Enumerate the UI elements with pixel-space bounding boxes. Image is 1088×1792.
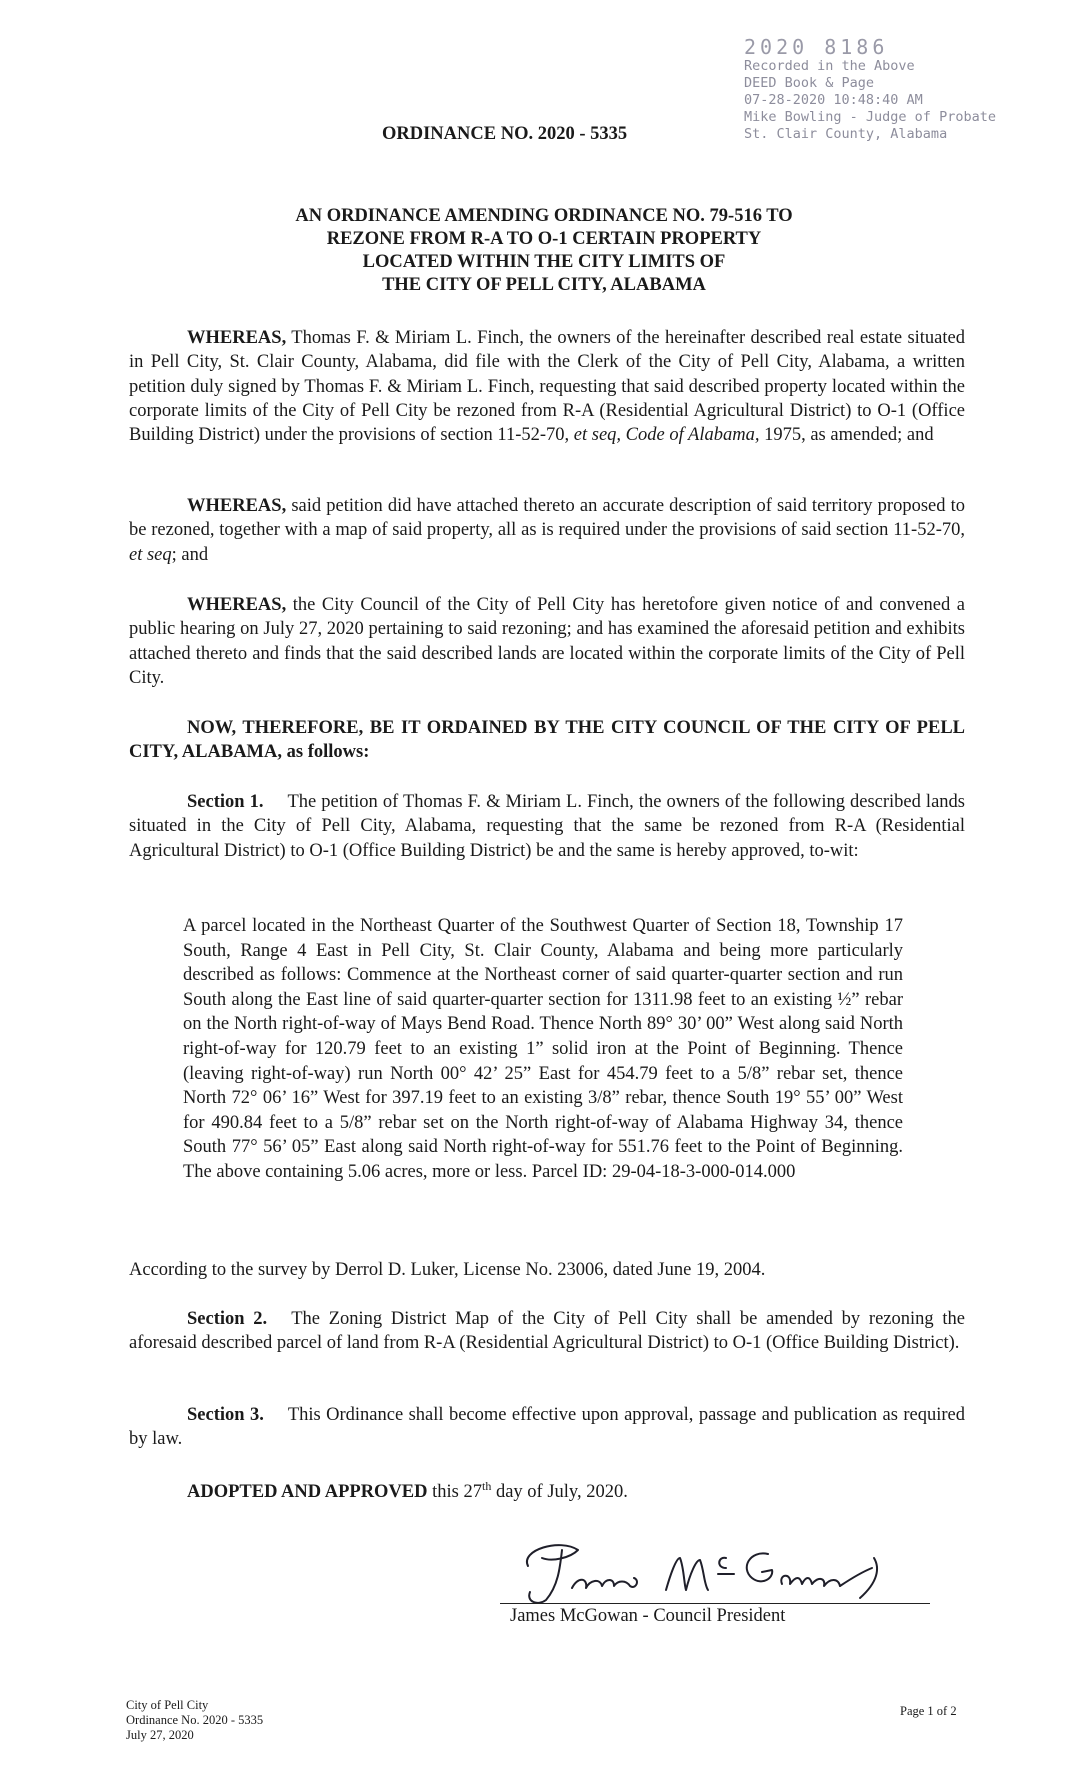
signatory-name: James McGowan - Council President — [510, 1606, 786, 1626]
heading-line: AN ORDINANCE AMENDING ORDINANCE NO. 79-516 TO — [295, 206, 793, 226]
section-text: This Ordinance shall become effective upon approval, passage and publication as required by law. — [129, 1405, 965, 1450]
whereas-label: WHEREAS, — [187, 328, 287, 348]
section-label: Section 3. — [187, 1405, 264, 1425]
stamp-line: Recorded in the Above — [744, 58, 915, 74]
stamp-line: 07-28-2020 10:48:40 AM — [744, 92, 923, 108]
heading-line: LOCATED WITHIN THE CITY LIMITS OF — [362, 252, 726, 272]
adoption-clause — [129, 1474, 965, 1504]
adopted-text: this 27 — [427, 1482, 482, 1503]
signature-line — [500, 1603, 930, 1604]
stamp-line: Mike Bowling - Judge of Probate — [744, 109, 996, 125]
whereas-paragraph-1 — [129, 326, 965, 447]
stamp-line: St. Clair County, Alabama — [744, 126, 948, 142]
section-label: Section 1. — [187, 792, 264, 812]
adopted-text: day of July, 2020. — [491, 1482, 628, 1503]
page-number: Page 1 of 2 — [900, 1704, 957, 1718]
handwritten-signature — [500, 1528, 940, 1608]
survey-reference: According to the survey by Derrol D. Luker, License No. 23006, dated June 19, 2004. — [129, 1260, 766, 1280]
whereas-paragraph-2 — [129, 494, 965, 567]
adopted-label: ADOPTED AND APPROVED — [187, 1482, 428, 1503]
footer-line: July 27, 2020 — [126, 1728, 194, 1742]
footer-left — [126, 1698, 263, 1743]
recording-stamp — [744, 36, 1004, 143]
stamp-line: DEED Book & Page — [744, 75, 875, 91]
section-2 — [129, 1307, 965, 1356]
footer-line: Ordinance No. 2020 - 5335 — [126, 1713, 264, 1727]
legal-description: A parcel located in the Northeast Quarter of the Southwest Quarter of Section 18, Township 17 South, Range 4 East in Pell City, St. Clair County, Alabama and being more particularly described as follows: Commence at the Northeast corner of said quarter-quarter section and run South along the East line of said quarter-quarter section for 1311.98 feet to an existing ½” rebar on the North right-of-way of Mays Bend Road. Thence North 89° 30’ 00” West along said North right-of-way for 120.79 feet to an existing 1” solid iron at the Point of Beginning. Thence (leaving right-of-way) run North 00° 42’ 25” East for 454.79 feet to a 5/8” rebar set, thence North 72° 06’ 16” West for 397.19 feet to an existing 3/8” rebar, thence South 19° 55’ 00” West for 490.84 feet to a 5/8” rebar set on the North right-of-way of Alabama Highway 34, thence South 77° 56’ 05” East along said North right-of-way for 551.76 feet to the Point of Beginning. The above containing 5.06 acres, more or less. Parcel ID: 29-04-18-3-000-014.000 — [183, 916, 903, 1182]
section-1 — [129, 790, 965, 863]
section-text: The petition of Thomas F. & Miriam L. Finch, the owners of the following described lands situated in the City of Pell City, Alabama, requesting that the same be rezoned from R-A (Residential Agricultural District) to O-1 (Office Building District) be and the same is hereby approved, to-wit: — [129, 792, 965, 861]
whereas-label: WHEREAS, — [187, 496, 287, 516]
whereas-paragraph-3 — [129, 593, 965, 690]
ordained-clause — [129, 716, 965, 765]
paragraph-text: Thomas F. & Miriam L. Finch, the owners of the hereinafter described real estate situated in Pell City, St. Clair County, Alabama, did file with the Clerk of the City of Pell City, Alabama, a written petition duly signed by Thomas F. & Miriam L. Finch, requesting that said described property located within the corporate limits of the City of Pell City be rezoned from R-A (Residential Agricultural District) to O-1 (Office Building District) under the provisions of section 11-52-70, — [129, 328, 965, 446]
ordinance-number: ORDINANCE NO. 2020 - 5335 — [382, 124, 628, 144]
section-label: Section 2. — [187, 1309, 268, 1329]
whereas-label: WHEREAS, — [187, 595, 287, 615]
ordinance-heading — [200, 205, 888, 297]
citation-italic: et seq — [129, 544, 172, 565]
section-3 — [129, 1403, 965, 1452]
paragraph-text: said petition did have attached thereto an accurate description of said territory proposed to be rezoned, together with a map of said property, all as is required under the provisions of said section 11-52-70, — [129, 496, 965, 541]
paragraph-text: ; and — [171, 544, 209, 565]
section-text: The Zoning District Map of the City of Pell City shall be amended by rezoning the aforesaid described parcel of land from R-A (Residential Agricultural District) to O-1 (Office Building District). — [129, 1309, 965, 1354]
paragraph-text: 1975, as amended; and — [759, 425, 934, 446]
heading-line: REZONE FROM R-A TO O-1 CERTAIN PROPERTY — [326, 229, 762, 249]
footer-line: City of Pell City — [126, 1698, 209, 1712]
stamp-number: 2020 8186 — [744, 35, 889, 59]
paragraph-text: the City Council of the City of Pell City has heretofore given notice of and convened a public hearing on July 27, 2020 pertaining to said rezoning; and has examined the aforesaid petition and exhibits attached thereto and finds that the said described lands are located within the corporate limits of the City of Pell City. — [129, 595, 965, 688]
citation-italic: et seq, Code of Alabama, — [573, 425, 760, 446]
ordinal-suffix: th — [482, 1479, 492, 1493]
ordained-text: NOW, THEREFORE, BE IT ORDAINED BY THE CITY COUNCIL OF THE CITY OF PELL CITY, ALABAMA, as follows: — [129, 718, 965, 763]
heading-line: THE CITY OF PELL CITY, ALABAMA — [382, 275, 706, 295]
